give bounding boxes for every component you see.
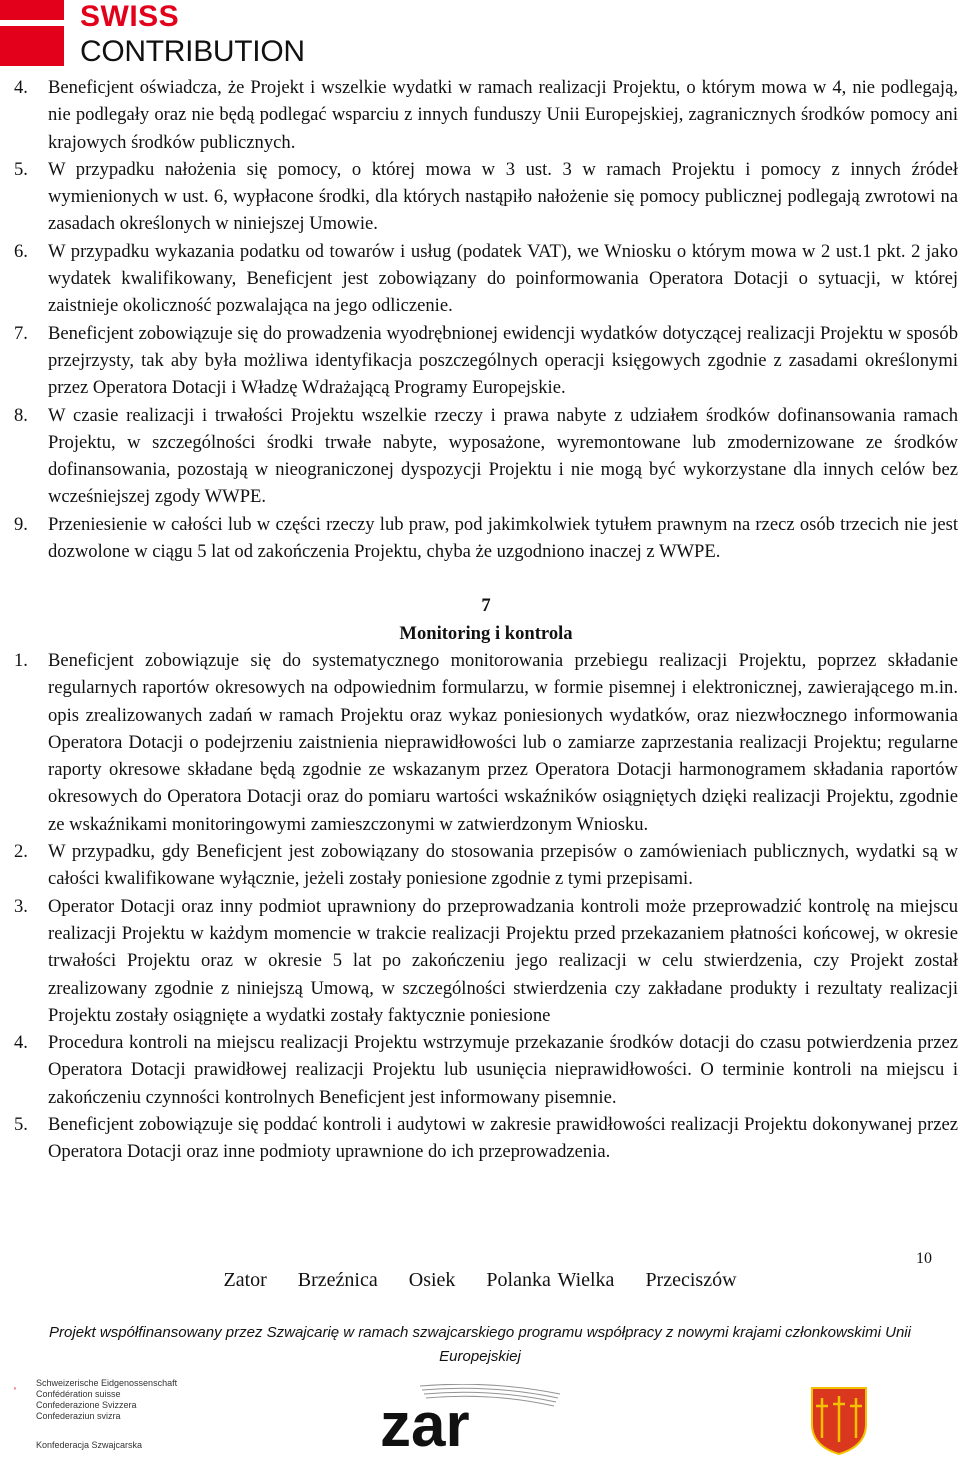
list-item — [14, 1029, 958, 1111]
places-line — [0, 1269, 960, 1292]
place-name: Przeciszów — [645, 1269, 737, 1291]
swiss-contribution-logo — [0, 0, 330, 68]
item-text: Procedura kontroli na miejscu realizacji Projektu wstrzymuje przekazanie środków dotacji do czasu potwierdzenia przez Operatora Dotacji prawidłowej realizacji Projektu lub usunięcia nieprawidłowości. O terminie kontroli na miejscu i zakończeniu czynności kontrolnych Beneficjent jest informowany pisemnie. — [48, 1032, 958, 1108]
item-number: 4. — [14, 1032, 28, 1054]
cofinancing-note — [0, 1321, 960, 1369]
list-item — [14, 838, 958, 893]
section-title: Monitoring i kontrola — [399, 622, 573, 644]
place-name: Zator — [223, 1269, 267, 1291]
document-body — [14, 74, 958, 1166]
item-text: Przeniesienie w całości lub w części rzeczy lub praw, pod jakimkolwiek tytułem prawnym na rzecz osób trzecich nie jest dozwolone w ciągu 5 lat od zakończenia Projektu, chyba że uzgodniono inaczej z WWPE. — [48, 513, 958, 563]
list-item — [14, 74, 958, 156]
paragraph-list-b — [14, 647, 958, 1166]
section-number: 7 — [481, 595, 491, 617]
item-text: W czasie realizacji i trwałości Projektu wszelkie rzeczy i prawa nabyte z udziałem środków dofinansowania ramach Projektu, w szczególności środki trwałe nabyte, wyposażone, wyremontowane lub zmodernizowane ze środków dofinansowania, pozostają w nieograniczonej dyspozycji Projektu i nie mogą być wykorzystane dla innych celów bez wcześniejszej zgody WWPE. — [48, 404, 958, 508]
item-number: 2. — [14, 841, 28, 863]
list-item — [14, 156, 958, 238]
swiss-confederation-logo — [14, 1378, 34, 1404]
item-number: 5. — [14, 158, 28, 180]
conf-line: Schweizerische Eidgenossenschaft — [36, 1378, 178, 1388]
conf-line: Confederazione Svizzera — [36, 1400, 137, 1410]
list-item — [14, 320, 958, 402]
swiss-confederation-text — [36, 1378, 177, 1422]
list-item — [14, 1111, 958, 1166]
zar-logo — [380, 1384, 580, 1450]
item-number: 3. — [14, 895, 28, 917]
item-number: 8. — [14, 404, 28, 426]
list-item — [14, 511, 958, 566]
logo-contribution-text: CONTRIBUTION — [80, 35, 305, 68]
list-item — [14, 402, 958, 511]
list-item — [14, 893, 958, 1029]
item-number: 9. — [14, 513, 28, 535]
cofinancing-note-line1: Projekt współfinansowany przez Szwajcarię w ramach szwajcarskiego programu współpracy z nowymi krajami członkowskimi Unii — [49, 1324, 911, 1341]
list-item — [14, 238, 958, 320]
cofinancing-note-line2: Europejskiej — [439, 1348, 521, 1365]
item-text: W przypadku, gdy Beneficjent jest zobowiązany do stosowania przepisów o zamówieniach publicznych, wydatki są w całości kwalifikowane wyłącznie, jeżeli zostały poniesione zgodnie z tymi przepisami. — [48, 841, 958, 890]
svg-text:zar: zar — [380, 1391, 470, 1450]
item-text: Operator Dotacji oraz inny podmiot uprawniony do przeprowadzania kontroli może przeprowadzić kontrolę na miejscu realizacji Projektu w każdym momencie w trakcie realizacji Projektu przed przekazaniem płatności końcowej, w okresie trwałości Projektu oraz w okresie 5 lat po zakończeniu jego realizacji w celu stwierdzenia, czy Projekt został zrealizowany zgodnie z niniejszą Umową, w szczególności stwierdzenia czy zakładane produkty i rezultaty realizacji Projektu zostały osiągnięte a wydatki zostały faktycznie poniesione — [48, 895, 958, 1026]
item-number: 4. — [14, 77, 28, 98]
item-text: Beneficjent zobowiązuje się do systematycznego monitorowania przebiegu realizacji Projektu, poprzez składanie regularnych raportów okresowych na odpowiednim formularzu, w formie pisemnej i elektronicznej, zawierającego m.in. opis zrealizowanych zadań w ramach Projektu oraz wykaz poniesionych wydatków, oraz niezwłocznego informowania Operatora Dotacji o podejrzeniu zaistnienia nieprawidłowości lub o zamiarze zaprzestania realizacji Projektu; regularne raporty okresowe składane będą zgodnie ze wskazanym przez Operatora Dotacji harmonogramem składania raportów okresowych do Operatora Dotacji oraz do pomiaru wartości wskaźników osiągniętych dzięki realizacji Projektu, zgodnie ze wskaźnikami monitoringowymi zamieszczonymi w zatwierdzonym Wniosku. — [48, 649, 958, 835]
item-text: W przypadku wykazania podatku od towarów i usług (podatek VAT), we Wniosku o którym mowa w 2 ust.1 pkt. 2 jako wydatek kwalifikowany, Beneficjent jest zobowiązany do poinformowania Operatora Dotacji o sytuacji, w której zaistnieje okoliczność pozwalająca na jego odliczenie. — [48, 240, 958, 317]
paragraph-list-a — [14, 74, 958, 565]
swiss-confederation-polish-text: Konfederacja Szwajcarska — [36, 1440, 143, 1450]
item-text: W przypadku nałożenia się pomocy, o której mowa w 3 ust. 3 w ramach Projektu i pomocy z innych źródeł wymienionych w ust. 6, wypłacone środki, dla których nastąpiło nałożenie się pomocy publicznej podlegają zwrotowi na zasadach określonych w niniejszej Umowie. — [48, 158, 958, 235]
item-text: Beneficjent zobowiązuje się poddać kontroli i audytowi w zakresie prawidłowości realizacji Projektu dokonywanej przez Operatora Dotacji oraz inne podmioty uprawnione do ich przeprowadzenia. — [48, 1113, 958, 1163]
item-number: 5. — [14, 1113, 28, 1135]
place-name: Brzeźnica — [297, 1269, 378, 1291]
item-text: Beneficjent zobowiązuje się do prowadzenia wyodrębnionej ewidencji wydatków dotyczącej realizacji Projektu w sposób przejrzysty, tak aby była możliwa identyfikacja poszczególnych operacji księgowych zgodnie z zasadami określonymi przez Operatora Dotacji i Władzę Wdrażającą Programy Europejskie. — [48, 322, 958, 399]
item-text: Beneficjent oświadcza, że Projekt i wszelkie wydatki w ramach realizacji Projektu, o którym mowa w 4, nie podlegają, nie podlegały oraz nie będą podlegać wsparciu z innych funduszy Unii Europejskiej, zagranicznych środków pomocy ani krajowych środków publicznych. — [48, 77, 958, 153]
page-number: 10 — [916, 1250, 932, 1267]
swiss-flag-icon — [0, 0, 64, 66]
place-name: Polanka Wielka — [486, 1269, 615, 1291]
coat-of-arms-icon — [810, 1386, 868, 1456]
item-number: 7. — [14, 322, 28, 344]
item-number: 1. — [14, 649, 28, 671]
list-item — [14, 647, 958, 838]
place-name: Osiek — [408, 1269, 456, 1291]
item-number: 6. — [14, 240, 28, 262]
conf-line: Confederaziun svizra — [36, 1411, 121, 1421]
logo-swiss-text: SWISS — [80, 0, 180, 33]
conf-line: Confédération suisse — [36, 1389, 121, 1399]
